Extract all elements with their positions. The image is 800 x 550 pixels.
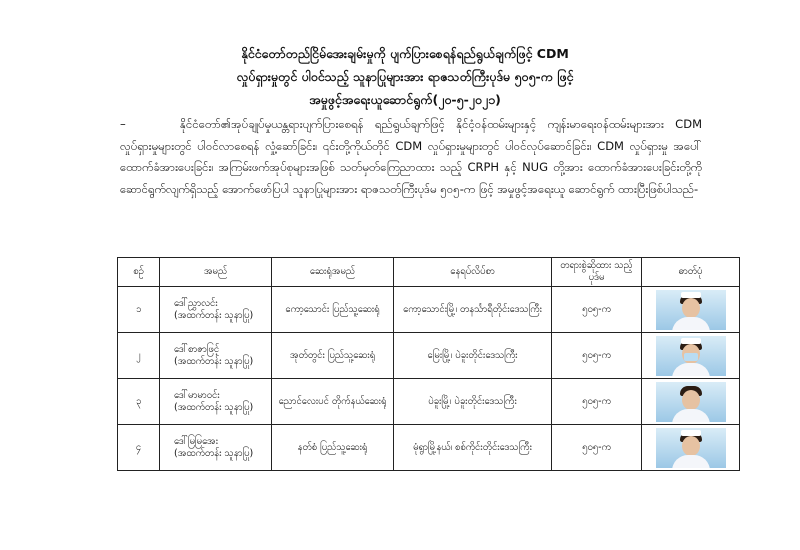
- row-photo-cell: [642, 333, 740, 379]
- row-name: ဒေါ်စာဇာဖြင့်: [174, 343, 220, 355]
- table-row: [118, 287, 740, 333]
- row-role: (အထက်တန်း သူနာပြု): [174, 447, 254, 459]
- row-name: ဒေါ်မြမြအေး: [174, 435, 218, 447]
- row-section: ၅၀၅-က: [552, 287, 642, 333]
- row-role: (အထက်တန်း သူနာပြု): [174, 309, 254, 321]
- row-name-cell: [160, 333, 272, 379]
- row-name-cell: [160, 287, 272, 333]
- row-role: (အထက်တန်း သူနာပြု): [174, 401, 254, 413]
- row-hospital: နတ်စံ ပြည်သူ့ဆေးရုံ: [272, 425, 394, 471]
- row-no: ၂: [118, 333, 160, 379]
- nurse-table: [117, 257, 740, 471]
- table-row: [118, 425, 740, 471]
- header-address: နေရပ်လိပ်စာ: [394, 258, 552, 287]
- title-line-3: အမှုဖွင့်အရေးယူဆောင်ရွက်(၂၀-၅-၂၀၂၁): [309, 92, 501, 107]
- title-line-1: နိုင်ငံတော်တည်ငြိမ်အေးချမ်းမှုကို ပျက်ပြားစေရန်ရည်ရွယ်ချက်ဖြင့် CDM: [241, 46, 569, 61]
- nurse-photo: [656, 336, 726, 376]
- header-photo: ဓာတ်ပုံ: [642, 258, 740, 287]
- row-address: ပဲခူးမြို့၊ ပဲခူးတိုင်းဒေသကြီး: [394, 379, 552, 425]
- title-line-2: လှုပ်ရှားမှုတွင် ပါဝင်သည့် သူနာပြုများအား ရာဇသတ်ကြီးပုဒ်မ ၅၀၅-က ဖြင့်: [236, 69, 574, 84]
- row-section: ၅၀၅-က: [552, 379, 642, 425]
- row-role: (အထက်တန်း သူနာပြု): [174, 355, 254, 367]
- header-name: အမည်: [160, 258, 272, 287]
- header-section: တရားစွဲဆိုထား သည့်ပုဒ်မ: [552, 258, 642, 287]
- row-photo-cell: [642, 287, 740, 333]
- row-hospital: ကော့သောင်း ပြည်သူ့ဆေးရုံ: [272, 287, 394, 333]
- row-name: ဒေါ်မာမာဝင်း: [174, 389, 220, 401]
- nurse-photo: [656, 428, 726, 468]
- table-row: [118, 333, 740, 379]
- row-hospital: ညောင်လေးပင် တိုက်နယ်ဆေးရုံ: [272, 379, 394, 425]
- nurse-photo: [656, 382, 726, 422]
- row-address: မြေးမြို့၊ ပဲခူးတိုင်းဒေသကြီး: [394, 333, 552, 379]
- intro-paragraph: [120, 114, 702, 200]
- table-row: [118, 379, 740, 425]
- row-section: ၅၀၅-က: [552, 333, 642, 379]
- row-section: ၅၀၅-က: [552, 425, 642, 471]
- row-address: ကော့သောင်းမြို့၊ တနင်္သာရီတိုင်းဒေသကြီး: [394, 287, 552, 333]
- document-title: [110, 42, 700, 111]
- intro-dash: –: [120, 117, 126, 131]
- header-hospital: ဆေးရုံအမည်: [272, 258, 394, 287]
- row-address: မုံရွာမြို့နယ်၊ စစ်ကိုင်းတိုင်းဒေသကြီး: [394, 425, 552, 471]
- row-hospital: အုတ်တွင်း ပြည်သူ့ဆေးရုံ: [272, 333, 394, 379]
- row-no: ၃: [118, 379, 160, 425]
- nurse-photo: [656, 290, 726, 330]
- row-photo-cell: [642, 379, 740, 425]
- row-name-cell: [160, 379, 272, 425]
- header-no: စဉ်: [118, 258, 160, 287]
- row-photo-cell: [642, 425, 740, 471]
- row-no: ၁: [118, 287, 160, 333]
- row-name-cell: [160, 425, 272, 471]
- table-header-row: [118, 258, 740, 287]
- row-no: ၄: [118, 425, 160, 471]
- row-name: ဒေါ်ညွှာလင်း: [174, 297, 218, 309]
- intro-text: နိုင်ငံတော်၏အုပ်ချုပ်မှုယန္တရားပျက်ပြားစေရန် ရည်ရွယ်ချက်ဖြင့် နိုင်ငံ့ဝန်ထမ်းများနှင့် ကျန်းမာရေးဝန်ထမ်းများအား CDM လှုပ်ရှားမှုများတွင် ပါဝင်လာစေရန် လှုံ့ဆော်ခြင်း၊ ၎င်းတို့ကိုယ်တိုင် CDM လှုပ်ရှားမှုများတွင် ပါဝင်လုပ်ဆောင်ခြင်း၊ CDM လှုပ်ရှားမှု အပေါ် ထောက်ခံအားပေးခြင်း၊ အကြမ်းဖက်အုပ်စုများအဖြစ် သတ်မှတ်ကြေညာထား သည့် CRPH နှင့် NUG တို့အား ထောက်ခံအားပေးခြင်းတို့ကို ဆောင်ရွက်လျက်ရှိသည့် အောက်ဖော်ပြပါ သူနာပြုများအား ရာဇသတ်ကြီးပုဒ်မ ၅၀၅-က ဖြင့် အမှုဖွင့်အရေးယူ ဆောင်ရွက် ထားပြီးဖြစ်ပါသည်-: [120, 117, 702, 196]
